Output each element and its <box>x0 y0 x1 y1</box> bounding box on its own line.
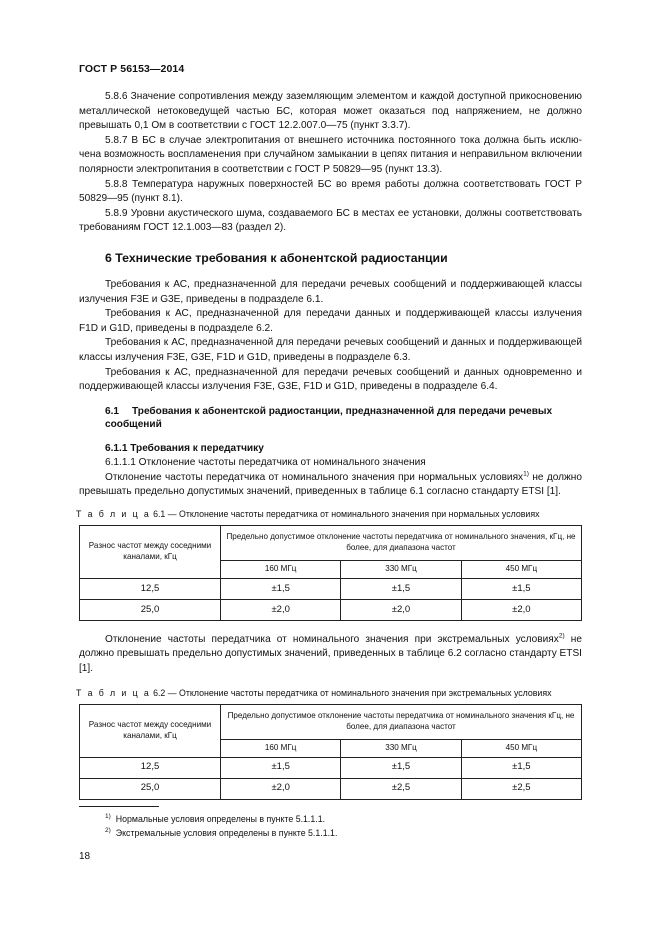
footnote-divider <box>79 806 159 807</box>
table-header-deviation: Предельно допустимое отклонение частоты передатчика от номинального значения, кГц, не более, для диапазона частот <box>221 525 582 560</box>
table-header-band: 330 МГц <box>341 739 461 757</box>
normal-text-a: Отклонение частоты передатчика от номинального значения при нормальных условиях <box>105 471 524 483</box>
paragraph-normal-conditions <box>79 471 582 500</box>
table-header-spacing: Разнос частот между соседними каналами, кГц <box>80 525 221 578</box>
subsection-6-1-number: 6.1 <box>105 405 120 417</box>
subsection-6-1-1-title: 6.1.1 Требования к передатчику <box>105 442 264 454</box>
paragraph-5-8-8: 5.8.8 Температура наружных поверхностей БС во время работы должна соответствовать ГОСТ Р 50829—95 (пункт 8.1). <box>79 178 582 205</box>
intro-paragraph: Требования к АС, предназначенной для передачи речевых сообщений и поддерживающей классы излучения F3E и G3E, приведены в подразделе 6.1. <box>79 278 582 305</box>
footnote-ref-1: 1) <box>523 470 529 478</box>
paragraph-5-8-9: 5.8.9 Уровни акустического шума, создаваемого БС в местах ее установки, должны соответствовать требованиям ГОСТ 12.1.003—83 (раздел 2). <box>79 207 582 234</box>
table-row <box>80 578 582 599</box>
paragraph-6-1-1-1: 6.1.1.1 Отклонение частоты передатчика от номинального значения <box>105 457 426 469</box>
table-cell: ±2,0 <box>221 599 341 620</box>
table-cell: ±2,0 <box>461 599 581 620</box>
document-header: ГОСТ Р 56153—2014 <box>79 63 185 75</box>
intro-paragraph: Требования к АС, предназначенной для передачи данных и поддерживающей классы излучения F1D и G1D, приведены в подразделе 6.2. <box>79 308 582 334</box>
table-row <box>80 778 582 799</box>
table-cell: ±2,0 <box>341 599 461 620</box>
table-label: Т а б л и ц а <box>76 687 151 698</box>
section-6-title: 6 Технические требования к абонентской радиостанции <box>105 250 448 265</box>
table-cell: ±2,5 <box>461 778 581 799</box>
table-cell: ±1,5 <box>341 578 461 599</box>
table-6-1-caption <box>76 508 582 520</box>
footnotes <box>79 813 337 840</box>
page-number: 18 <box>79 851 91 862</box>
table-cell: ±2,5 <box>341 778 461 799</box>
table-cell: ±2,0 <box>221 778 341 799</box>
subsection-6-1-title <box>105 405 582 432</box>
normal-text-b: не должно превышать предельно допустимых значений, приведенных в таблице 6.1 согласно стандарту ETSI [1]. <box>79 471 582 498</box>
table-cell: ±1,5 <box>341 757 461 778</box>
footnote-1 <box>105 813 337 827</box>
table-header-deviation: Предельно допустимое отклонение частоты передатчика от номинального значения кГц, не более, для диапазона частот <box>221 704 582 739</box>
table-cell: ±1,5 <box>461 578 581 599</box>
intro-paragraph: Требования к АС, предназначенной для передачи речевых сообщений и данных и поддерживающей классы излучения F3E, G3E, F1D и G1D, приведены в подразделе 6.3. <box>79 337 582 363</box>
table-header-band: 160 МГц <box>221 739 341 757</box>
table-cell: ±1,5 <box>461 757 581 778</box>
table-6-1 <box>79 525 582 621</box>
footnote-mark: 1) <box>105 813 111 821</box>
footnote-2 <box>105 827 337 841</box>
extreme-text-b: не должно превышать предельно допустимых значений, приведенных в таблице 6.2 согласно стандарту ETSI [1]. <box>79 633 582 675</box>
table-6-1-caption-text: 6.1 — Отклонение частоты передатчика от номинального значения при нормальных условиях <box>150 508 540 519</box>
footnote-ref-2: 2) <box>558 632 565 640</box>
table-header-spacing: Разнос частот между соседними каналами, кГц <box>80 704 221 757</box>
paragraph-5-8-7: 5.8.7 В БС в случае электропитания от внешнего источника постоянного тока должна быть исключена возможность воспламенения при случайном замыкании в цепях питания и неправильном включении полярности электропитания в соответствии с ГОСТ Р 50829—95 (пункт 13.3). <box>79 134 582 175</box>
footnote-text: Экстремальные условия определены в пункте 5.1.1.1. <box>115 827 338 838</box>
table-cell: 12,5 <box>80 757 221 778</box>
intro-paragraph: Требования к АС, предназначенной для передачи речевых сообщений и данных одновременно и поддерживающей классы излучения F3E, G3E, F1D и G1D, приведены в подразделе 6.4. <box>79 366 582 393</box>
table-6-2-caption <box>76 687 582 699</box>
footnote-mark: 2) <box>105 826 111 834</box>
table-cell: ±1,5 <box>221 578 341 599</box>
table-cell: 12,5 <box>80 578 221 599</box>
table-cell: ±1,5 <box>221 757 341 778</box>
paragraph-5-8-6: 5.8.6 Значение сопротивления между заземляющим элементом и каждой доступной прикосновению металлической нетоковедущей частью БС, которая может оказаться под напряжением, не должно превышать 0,1 Ом в соответствии с ГОСТ 12.2.007.0—75 (пункт 3.3.7). <box>79 91 582 132</box>
table-cell: 25,0 <box>80 778 221 799</box>
table-header-band: 450 МГц <box>461 739 581 757</box>
table-row <box>80 599 582 620</box>
table-row <box>80 757 582 778</box>
table-label: Т а б л и ц а <box>76 508 151 519</box>
paragraph-extreme-conditions <box>79 633 582 677</box>
table-header-band: 330 МГц <box>341 560 461 578</box>
subsection-6-1-text: Требования к абонентской радиостанции, предназначенной для передачи речевых сообщений <box>105 405 553 431</box>
table-cell: 25,0 <box>80 599 221 620</box>
table-header-band: 450 МГц <box>461 560 581 578</box>
footnote-text: Нормальные условия определены в пункте 5.1.1.1. <box>115 814 326 824</box>
table-header-band: 160 МГц <box>221 560 341 578</box>
table-6-2-caption-text: 6.2 — Отклонение частоты передатчика от номинального значения при экстремальных условиях <box>150 687 552 698</box>
table-6-2 <box>79 704 582 800</box>
document-body <box>76 90 582 800</box>
extreme-text-a: Отклонение частоты передатчика от номинального значения при экстремальных условиях <box>105 633 559 645</box>
